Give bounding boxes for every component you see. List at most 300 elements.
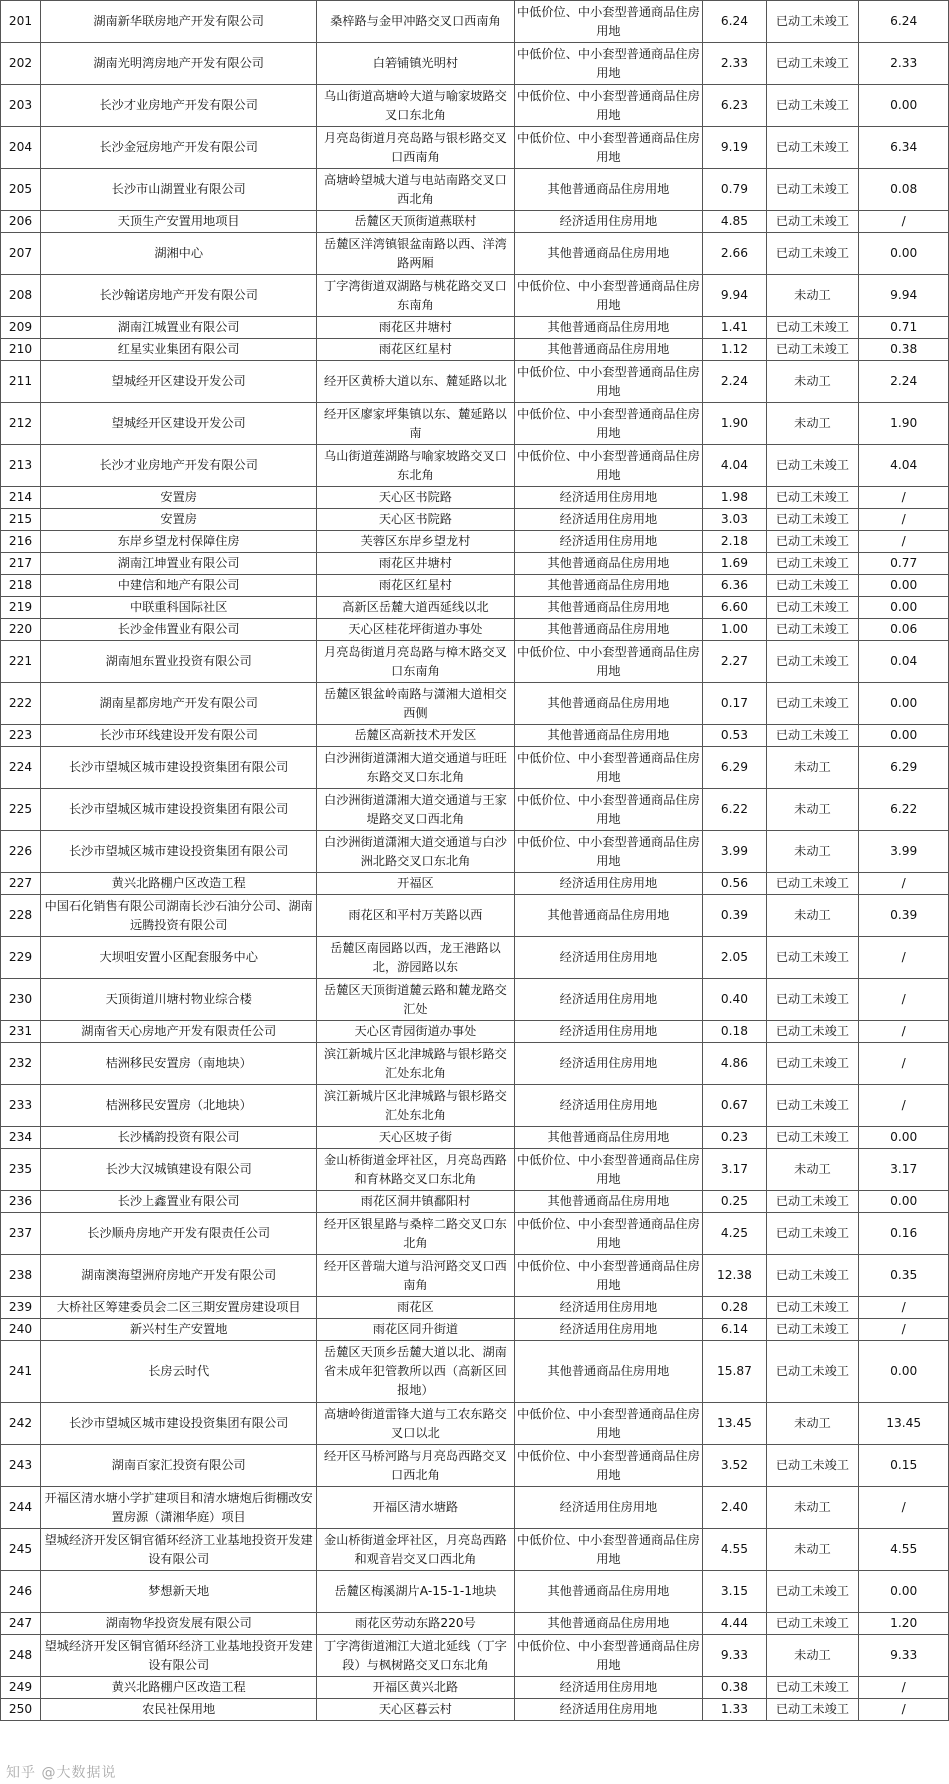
row-number: 221 bbox=[1, 641, 41, 683]
area: 9.33 bbox=[703, 1635, 766, 1677]
construction-status: 已动工未竣工 bbox=[766, 683, 859, 725]
location: 白沙洲街道潇湘大道交通道与王家堤路交叉口西北角 bbox=[317, 789, 514, 831]
company-name: 望城经济开发区铜官循环经济工业基地投资开发建设有限公司 bbox=[41, 1529, 317, 1571]
location: 高塘岭街道雷锋大道与工农东路交叉口以北 bbox=[317, 1403, 514, 1445]
area: 13.45 bbox=[703, 1403, 766, 1445]
construction-status: 已动工未竣工 bbox=[766, 487, 859, 509]
row-number: 248 bbox=[1, 1635, 41, 1677]
company-name: 黄兴北路棚户区改造工程 bbox=[41, 1677, 317, 1699]
construction-status: 已动工未竣工 bbox=[766, 85, 859, 127]
area: 3.52 bbox=[703, 1445, 766, 1487]
area: 0.40 bbox=[703, 979, 766, 1021]
remaining-area: 0.39 bbox=[859, 895, 949, 937]
location: 月亮岛街道月亮岛路与银杉路交叉口西南角 bbox=[317, 127, 514, 169]
company-name: 大桥社区筹建委员会二区三期安置房建设项目 bbox=[41, 1297, 317, 1319]
location: 白沙洲街道潇湘大道交通道与白沙洲北路交叉口东北角 bbox=[317, 831, 514, 873]
remaining-area: 9.33 bbox=[859, 1635, 949, 1677]
company-name: 天顶街道川塘村物业综合楼 bbox=[41, 979, 317, 1021]
table-row bbox=[1, 641, 949, 683]
area: 0.18 bbox=[703, 1021, 766, 1043]
table-row bbox=[1, 169, 949, 211]
construction-status: 已动工未竣工 bbox=[766, 1043, 859, 1085]
location: 岳麓区南园路以西，龙王港路以北，游园路以东 bbox=[317, 937, 514, 979]
company-name: 长沙橘韵投资有限公司 bbox=[41, 1127, 317, 1149]
area: 6.23 bbox=[703, 85, 766, 127]
company-name: 湖南物华投资发展有限公司 bbox=[41, 1613, 317, 1635]
land-use: 中低价位、中小套型普通商品住房用地 bbox=[514, 1213, 703, 1255]
remaining-area: 0.00 bbox=[859, 575, 949, 597]
construction-status: 未动工 bbox=[766, 1487, 859, 1529]
land-use: 经济适用住房用地 bbox=[514, 1297, 703, 1319]
land-use: 其他普通商品住房用地 bbox=[514, 725, 703, 747]
company-name: 湖南旭东置业投资有限公司 bbox=[41, 641, 317, 683]
row-number: 244 bbox=[1, 1487, 41, 1529]
land-use: 其他普通商品住房用地 bbox=[514, 597, 703, 619]
table-row bbox=[1, 1021, 949, 1043]
area: 0.17 bbox=[703, 683, 766, 725]
table-row bbox=[1, 1043, 949, 1085]
company-name: 长沙市望城区城市建设投资集团有限公司 bbox=[41, 747, 317, 789]
construction-status: 已动工未竣工 bbox=[766, 1613, 859, 1635]
remaining-area: 2.24 bbox=[859, 361, 949, 403]
land-use: 中低价位、中小套型普通商品住房用地 bbox=[514, 641, 703, 683]
remaining-area: 0.08 bbox=[859, 169, 949, 211]
construction-status: 未动工 bbox=[766, 895, 859, 937]
remaining-area: 9.94 bbox=[859, 275, 949, 317]
location: 白箬铺镇光明村 bbox=[317, 43, 514, 85]
remaining-area: / bbox=[859, 1021, 949, 1043]
area: 9.94 bbox=[703, 275, 766, 317]
land-use: 经济适用住房用地 bbox=[514, 531, 703, 553]
location: 滨江新城片区北津城路与银杉路交汇处东北角 bbox=[317, 1085, 514, 1127]
remaining-area: / bbox=[859, 979, 949, 1021]
row-number: 201 bbox=[1, 1, 41, 43]
construction-status: 已动工未竣工 bbox=[766, 1297, 859, 1319]
row-number: 250 bbox=[1, 1699, 41, 1721]
row-number: 222 bbox=[1, 683, 41, 725]
location: 开福区 bbox=[317, 873, 514, 895]
construction-status: 已动工未竣工 bbox=[766, 553, 859, 575]
area: 6.14 bbox=[703, 1319, 766, 1341]
land-use: 其他普通商品住房用地 bbox=[514, 169, 703, 211]
land-use: 其他普通商品住房用地 bbox=[514, 619, 703, 641]
land-use: 中低价位、中小套型普通商品住房用地 bbox=[514, 747, 703, 789]
land-use: 其他普通商品住房用地 bbox=[514, 1613, 703, 1635]
row-number: 220 bbox=[1, 619, 41, 641]
company-name: 长沙金冠房地产开发有限公司 bbox=[41, 127, 317, 169]
table-row bbox=[1, 487, 949, 509]
land-use: 中低价位、中小套型普通商品住房用地 bbox=[514, 1445, 703, 1487]
area: 6.60 bbox=[703, 597, 766, 619]
remaining-area: 0.00 bbox=[859, 233, 949, 275]
land-use: 中低价位、中小套型普通商品住房用地 bbox=[514, 1403, 703, 1445]
land-use: 经济适用住房用地 bbox=[514, 937, 703, 979]
area: 6.29 bbox=[703, 747, 766, 789]
area: 3.15 bbox=[703, 1571, 766, 1613]
area: 4.86 bbox=[703, 1043, 766, 1085]
land-use: 经济适用住房用地 bbox=[514, 873, 703, 895]
location: 高塘岭望城大道与电站南路交叉口西北角 bbox=[317, 169, 514, 211]
remaining-area: 0.38 bbox=[859, 339, 949, 361]
location: 滨江新城片区北津城路与银杉路交汇处东北角 bbox=[317, 1043, 514, 1085]
area: 4.04 bbox=[703, 445, 766, 487]
table-row bbox=[1, 979, 949, 1021]
table-row bbox=[1, 597, 949, 619]
land-use: 其他普通商品住房用地 bbox=[514, 233, 703, 275]
land-use: 经济适用住房用地 bbox=[514, 979, 703, 1021]
row-number: 208 bbox=[1, 275, 41, 317]
construction-status: 已动工未竣工 bbox=[766, 509, 859, 531]
company-name: 桔洲移民安置房（北地块） bbox=[41, 1085, 317, 1127]
company-name: 望城经济开发区铜官循环经济工业基地投资开发建设有限公司 bbox=[41, 1635, 317, 1677]
remaining-area: / bbox=[859, 1319, 949, 1341]
construction-status: 未动工 bbox=[766, 831, 859, 873]
table-row bbox=[1, 445, 949, 487]
table-row bbox=[1, 1635, 949, 1677]
row-number: 217 bbox=[1, 553, 41, 575]
land-use: 中低价位、中小套型普通商品住房用地 bbox=[514, 1529, 703, 1571]
row-number: 232 bbox=[1, 1043, 41, 1085]
row-number: 241 bbox=[1, 1341, 41, 1403]
land-use: 经济适用住房用地 bbox=[514, 1021, 703, 1043]
remaining-area: 0.00 bbox=[859, 1571, 949, 1613]
row-number: 245 bbox=[1, 1529, 41, 1571]
area: 0.38 bbox=[703, 1677, 766, 1699]
construction-status: 已动工未竣工 bbox=[766, 873, 859, 895]
location: 经开区廖家坪集镇以东、麓延路以南 bbox=[317, 403, 514, 445]
land-use: 中低价位、中小套型普通商品住房用地 bbox=[514, 1635, 703, 1677]
company-name: 长沙市山湖置业有限公司 bbox=[41, 169, 317, 211]
construction-status: 已动工未竣工 bbox=[766, 531, 859, 553]
remaining-area: 2.33 bbox=[859, 43, 949, 85]
remaining-area: / bbox=[859, 1487, 949, 1529]
remaining-area: / bbox=[859, 1297, 949, 1319]
construction-status: 已动工未竣工 bbox=[766, 1677, 859, 1699]
table-row bbox=[1, 831, 949, 873]
remaining-area: 0.00 bbox=[859, 85, 949, 127]
table-row bbox=[1, 1677, 949, 1699]
remaining-area: 0.04 bbox=[859, 641, 949, 683]
location: 岳麓区洋湾镇银盆南路以西、洋湾路两厢 bbox=[317, 233, 514, 275]
location: 芙蓉区东岸乡望龙村 bbox=[317, 531, 514, 553]
table-row bbox=[1, 1699, 949, 1721]
land-use: 其他普通商品住房用地 bbox=[514, 1127, 703, 1149]
table-row bbox=[1, 683, 949, 725]
construction-status: 已动工未竣工 bbox=[766, 43, 859, 85]
company-name: 天顶生产安置用地项目 bbox=[41, 211, 317, 233]
remaining-area: 0.15 bbox=[859, 1445, 949, 1487]
location: 丁字湾街道湘江大道北延线（丁字段）与枫树路交叉口东北角 bbox=[317, 1635, 514, 1677]
construction-status: 未动工 bbox=[766, 1635, 859, 1677]
construction-status: 已动工未竣工 bbox=[766, 1699, 859, 1721]
company-name: 长沙翰诺房地产开发有限公司 bbox=[41, 275, 317, 317]
area: 15.87 bbox=[703, 1341, 766, 1403]
construction-status: 未动工 bbox=[766, 1403, 859, 1445]
company-name: 长沙才业房地产开发有限公司 bbox=[41, 85, 317, 127]
table-row bbox=[1, 509, 949, 531]
table-row bbox=[1, 937, 949, 979]
table-row bbox=[1, 789, 949, 831]
company-name: 湖南澳海望洲府房地产开发有限公司 bbox=[41, 1255, 317, 1297]
land-use: 中低价位、中小套型普通商品住房用地 bbox=[514, 275, 703, 317]
company-name: 长沙市望城区城市建设投资集团有限公司 bbox=[41, 1403, 317, 1445]
company-name: 红星实业集团有限公司 bbox=[41, 339, 317, 361]
location: 雨花区同升街道 bbox=[317, 1319, 514, 1341]
remaining-area: / bbox=[859, 937, 949, 979]
table-row bbox=[1, 1255, 949, 1297]
row-number: 246 bbox=[1, 1571, 41, 1613]
row-number: 203 bbox=[1, 85, 41, 127]
land-use: 中低价位、中小套型普通商品住房用地 bbox=[514, 361, 703, 403]
remaining-area: 0.00 bbox=[859, 1191, 949, 1213]
company-name: 长沙金伟置业有限公司 bbox=[41, 619, 317, 641]
row-number: 226 bbox=[1, 831, 41, 873]
area: 2.27 bbox=[703, 641, 766, 683]
row-number: 228 bbox=[1, 895, 41, 937]
company-name: 桔洲移民安置房（南地块） bbox=[41, 1043, 317, 1085]
row-number: 227 bbox=[1, 873, 41, 895]
company-name: 长沙市环线建设开发有限公司 bbox=[41, 725, 317, 747]
location: 开福区黄兴北路 bbox=[317, 1677, 514, 1699]
construction-status: 已动工未竣工 bbox=[766, 1571, 859, 1613]
location: 天心区桂花坪街道办事处 bbox=[317, 619, 514, 641]
location: 岳麓区梅溪湖片A-15-1-1地块 bbox=[317, 1571, 514, 1613]
company-name: 黄兴北路棚户区改造工程 bbox=[41, 873, 317, 895]
land-use: 中低价位、中小套型普通商品住房用地 bbox=[514, 1255, 703, 1297]
location: 岳麓区银盆岭南路与潇湘大道相交西侧 bbox=[317, 683, 514, 725]
remaining-area: 0.00 bbox=[859, 683, 949, 725]
remaining-area: / bbox=[859, 1699, 949, 1721]
company-name: 湖湘中心 bbox=[41, 233, 317, 275]
table-row bbox=[1, 361, 949, 403]
area: 12.38 bbox=[703, 1255, 766, 1297]
land-use: 中低价位、中小套型普通商品住房用地 bbox=[514, 403, 703, 445]
construction-status: 已动工未竣工 bbox=[766, 1, 859, 43]
row-number: 219 bbox=[1, 597, 41, 619]
row-number: 204 bbox=[1, 127, 41, 169]
remaining-area: 13.45 bbox=[859, 1403, 949, 1445]
table-row bbox=[1, 85, 949, 127]
row-number: 224 bbox=[1, 747, 41, 789]
construction-status: 已动工未竣工 bbox=[766, 211, 859, 233]
location: 白沙洲街道潇湘大道交通道与旺旺东路交叉口东北角 bbox=[317, 747, 514, 789]
area: 1.69 bbox=[703, 553, 766, 575]
table-row bbox=[1, 1487, 949, 1529]
construction-status: 未动工 bbox=[766, 1529, 859, 1571]
row-number: 249 bbox=[1, 1677, 41, 1699]
location: 天心区暮云村 bbox=[317, 1699, 514, 1721]
area: 6.22 bbox=[703, 789, 766, 831]
table-row bbox=[1, 575, 949, 597]
row-number: 214 bbox=[1, 487, 41, 509]
table-row bbox=[1, 553, 949, 575]
row-number: 225 bbox=[1, 789, 41, 831]
remaining-area: 0.06 bbox=[859, 619, 949, 641]
location: 雨花区劳动东路220号 bbox=[317, 1613, 514, 1635]
area: 4.55 bbox=[703, 1529, 766, 1571]
table-row bbox=[1, 1149, 949, 1191]
table-row bbox=[1, 233, 949, 275]
table-row bbox=[1, 1341, 949, 1403]
construction-status: 已动工未竣工 bbox=[766, 1213, 859, 1255]
row-number: 205 bbox=[1, 169, 41, 211]
company-name: 湖南江坤置业有限公司 bbox=[41, 553, 317, 575]
location: 经开区普瑞大道与沿河路交叉口西南角 bbox=[317, 1255, 514, 1297]
land-use: 其他普通商品住房用地 bbox=[514, 1571, 703, 1613]
remaining-area: 0.00 bbox=[859, 597, 949, 619]
table-row bbox=[1, 1, 949, 43]
remaining-area: 6.22 bbox=[859, 789, 949, 831]
table-row bbox=[1, 1191, 949, 1213]
land-use: 其他普通商品住房用地 bbox=[514, 575, 703, 597]
land-use: 经济适用住房用地 bbox=[514, 1699, 703, 1721]
location: 雨花区 bbox=[317, 1297, 514, 1319]
row-number: 209 bbox=[1, 317, 41, 339]
remaining-area: 0.00 bbox=[859, 725, 949, 747]
area: 0.53 bbox=[703, 725, 766, 747]
land-use: 其他普通商品住房用地 bbox=[514, 317, 703, 339]
company-name: 大坝咀安置小区配套服务中心 bbox=[41, 937, 317, 979]
land-use: 其他普通商品住房用地 bbox=[514, 683, 703, 725]
location: 雨花区井塘村 bbox=[317, 317, 514, 339]
construction-status: 未动工 bbox=[766, 747, 859, 789]
row-number: 230 bbox=[1, 979, 41, 1021]
construction-status: 已动工未竣工 bbox=[766, 1191, 859, 1213]
land-use: 经济适用住房用地 bbox=[514, 211, 703, 233]
construction-status: 已动工未竣工 bbox=[766, 575, 859, 597]
construction-status: 已动工未竣工 bbox=[766, 979, 859, 1021]
construction-status: 已动工未竣工 bbox=[766, 1445, 859, 1487]
company-name: 长沙市望城区城市建设投资集团有限公司 bbox=[41, 789, 317, 831]
row-number: 237 bbox=[1, 1213, 41, 1255]
land-use: 中低价位、中小套型普通商品住房用地 bbox=[514, 831, 703, 873]
remaining-area: 6.29 bbox=[859, 747, 949, 789]
location: 丁字湾街道双湖路与桃花路交叉口东南角 bbox=[317, 275, 514, 317]
area: 4.85 bbox=[703, 211, 766, 233]
row-number: 212 bbox=[1, 403, 41, 445]
area: 6.36 bbox=[703, 575, 766, 597]
construction-status: 已动工未竣工 bbox=[766, 169, 859, 211]
row-number: 234 bbox=[1, 1127, 41, 1149]
location: 雨花区红星村 bbox=[317, 575, 514, 597]
table-row bbox=[1, 619, 949, 641]
company-name: 安置房 bbox=[41, 487, 317, 509]
land-use: 中低价位、中小套型普通商品住房用地 bbox=[514, 1149, 703, 1191]
area: 0.25 bbox=[703, 1191, 766, 1213]
location: 乌山街道莲湖路与喻家坡路交叉口东北角 bbox=[317, 445, 514, 487]
location: 经开区黄桥大道以东、麓延路以北 bbox=[317, 361, 514, 403]
remaining-area: 0.77 bbox=[859, 553, 949, 575]
remaining-area: 0.00 bbox=[859, 1341, 949, 1403]
land-use: 中低价位、中小套型普通商品住房用地 bbox=[514, 445, 703, 487]
remaining-area: 0.16 bbox=[859, 1213, 949, 1255]
area: 1.12 bbox=[703, 339, 766, 361]
row-number: 233 bbox=[1, 1085, 41, 1127]
company-name: 东岸乡望龙村保障住房 bbox=[41, 531, 317, 553]
construction-status: 已动工未竣工 bbox=[766, 445, 859, 487]
company-name: 长沙顺舟房地产开发有限责任公司 bbox=[41, 1213, 317, 1255]
land-use: 其他普通商品住房用地 bbox=[514, 1341, 703, 1403]
remaining-area: 6.24 bbox=[859, 1, 949, 43]
area: 1.33 bbox=[703, 1699, 766, 1721]
location: 雨花区洞井镇鄱阳村 bbox=[317, 1191, 514, 1213]
land-use: 其他普通商品住房用地 bbox=[514, 1191, 703, 1213]
location: 金山桥街道金坪社区，月亮岛西路和育林路交叉口东北角 bbox=[317, 1149, 514, 1191]
construction-status: 未动工 bbox=[766, 789, 859, 831]
land-use: 经济适用住房用地 bbox=[514, 487, 703, 509]
company-name: 中国石化销售有限公司湖南长沙石油分公司、湖南远腾投资有限公司 bbox=[41, 895, 317, 937]
location: 天心区青园街道办事处 bbox=[317, 1021, 514, 1043]
land-use: 中低价位、中小套型普通商品住房用地 bbox=[514, 85, 703, 127]
construction-status: 已动工未竣工 bbox=[766, 1127, 859, 1149]
location: 天心区坡子街 bbox=[317, 1127, 514, 1149]
land-use: 其他普通商品住房用地 bbox=[514, 895, 703, 937]
row-number: 218 bbox=[1, 575, 41, 597]
remaining-area: / bbox=[859, 509, 949, 531]
area: 3.03 bbox=[703, 509, 766, 531]
company-name: 长房云时代 bbox=[41, 1341, 317, 1403]
area: 1.90 bbox=[703, 403, 766, 445]
table-row bbox=[1, 211, 949, 233]
area: 6.24 bbox=[703, 1, 766, 43]
area: 2.33 bbox=[703, 43, 766, 85]
row-number: 247 bbox=[1, 1613, 41, 1635]
table-row bbox=[1, 43, 949, 85]
construction-status: 已动工未竣工 bbox=[766, 1341, 859, 1403]
location: 乌山街道高塘岭大道与喻家坡路交叉口东北角 bbox=[317, 85, 514, 127]
company-name: 湖南百家汇投资有限公司 bbox=[41, 1445, 317, 1487]
table-row bbox=[1, 403, 949, 445]
row-number: 210 bbox=[1, 339, 41, 361]
location: 岳麓区天顶乡岳麓大道以北、湖南省未成年犯管教所以西（高新区回报地） bbox=[317, 1341, 514, 1403]
location: 岳麓区天顶街道麓云路和麓龙路交汇处 bbox=[317, 979, 514, 1021]
land-use: 经济适用住房用地 bbox=[514, 1319, 703, 1341]
construction-status: 未动工 bbox=[766, 361, 859, 403]
location: 天心区书院路 bbox=[317, 509, 514, 531]
land-use: 经济适用住房用地 bbox=[514, 509, 703, 531]
construction-status: 已动工未竣工 bbox=[766, 1021, 859, 1043]
location: 高新区岳麓大道西延线以北 bbox=[317, 597, 514, 619]
table-row bbox=[1, 747, 949, 789]
company-name: 中建信和地产有限公司 bbox=[41, 575, 317, 597]
remaining-area: 3.99 bbox=[859, 831, 949, 873]
land-use: 经济适用住房用地 bbox=[514, 1085, 703, 1127]
location: 岳麓区高新技术开发区 bbox=[317, 725, 514, 747]
area: 1.41 bbox=[703, 317, 766, 339]
row-number: 239 bbox=[1, 1297, 41, 1319]
land-use: 中低价位、中小套型普通商品住房用地 bbox=[514, 43, 703, 85]
company-name: 湖南省天心房地产开发有限责任公司 bbox=[41, 1021, 317, 1043]
company-name: 安置房 bbox=[41, 509, 317, 531]
table-row bbox=[1, 873, 949, 895]
row-number: 207 bbox=[1, 233, 41, 275]
area: 4.44 bbox=[703, 1613, 766, 1635]
area: 9.19 bbox=[703, 127, 766, 169]
location: 雨花区和平村万芙路以西 bbox=[317, 895, 514, 937]
company-name: 农民社保用地 bbox=[41, 1699, 317, 1721]
area: 4.25 bbox=[703, 1213, 766, 1255]
row-number: 236 bbox=[1, 1191, 41, 1213]
table-body bbox=[1, 1, 949, 1721]
table-row bbox=[1, 1403, 949, 1445]
table-row bbox=[1, 895, 949, 937]
remaining-area: / bbox=[859, 873, 949, 895]
row-number: 202 bbox=[1, 43, 41, 85]
company-name: 湖南新华联房地产开发有限公司 bbox=[41, 1, 317, 43]
remaining-area: / bbox=[859, 1085, 949, 1127]
remaining-area: 0.71 bbox=[859, 317, 949, 339]
remaining-area: 1.90 bbox=[859, 403, 949, 445]
